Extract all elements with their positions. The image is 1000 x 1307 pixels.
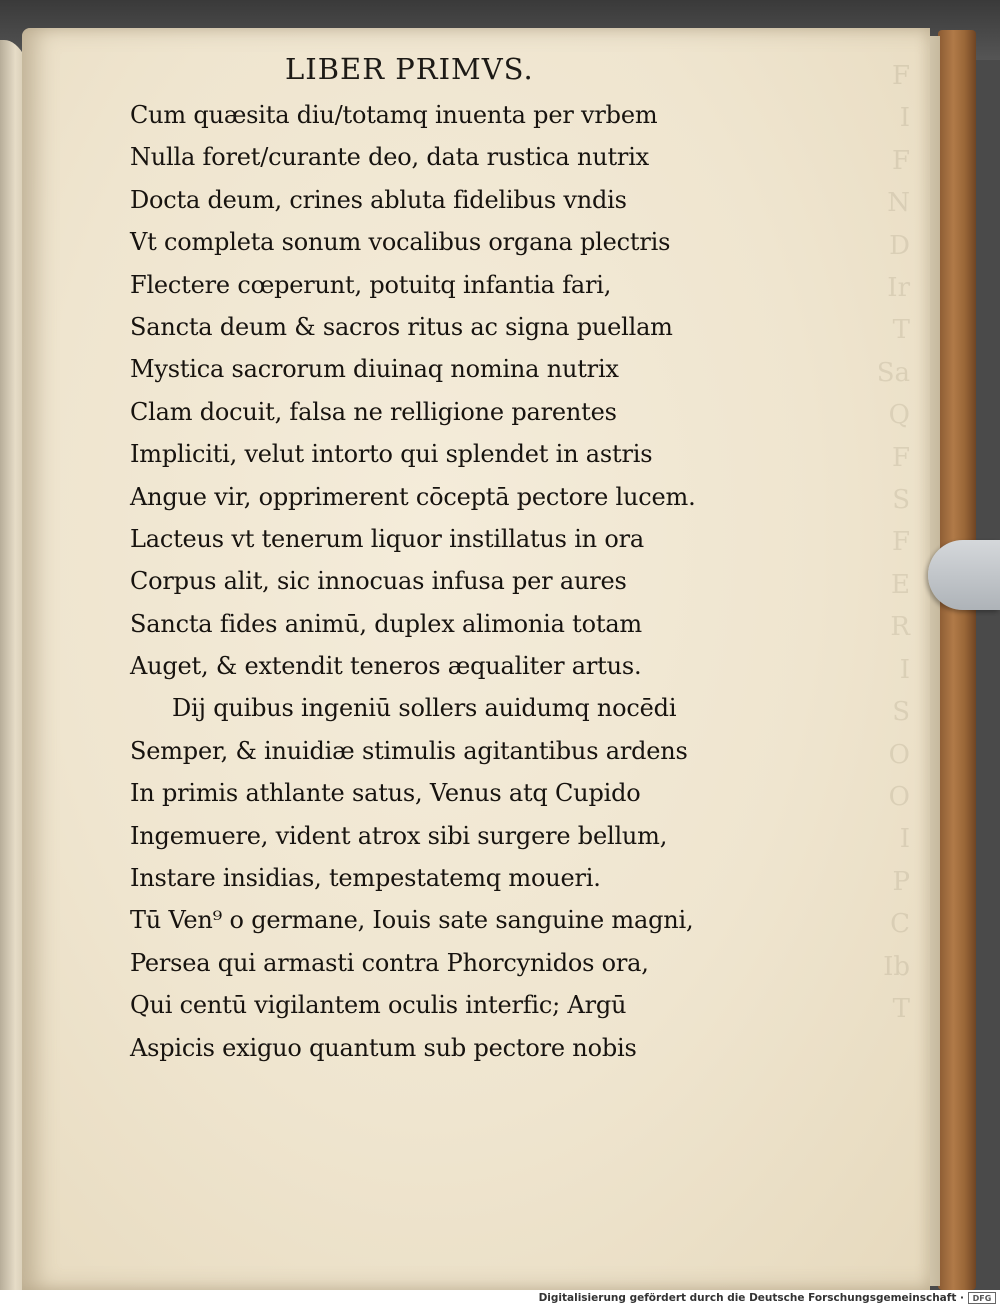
- verse-line: Nulla foret/curante deo, data rustica nutrix: [130, 143, 650, 172]
- verse-line-indented: Dij quibus ingeniū sollers auidumq nocēdi: [172, 694, 677, 723]
- verse-line: Corpus alit, sic innocuas infusa per aures: [130, 567, 627, 596]
- verse-line: Flectere cœperunt, potuitq infantia fari,: [130, 270, 612, 299]
- verse-line: Instare insidias, tempestatemq moueri.: [130, 864, 601, 893]
- verse-line: Lacteus vt tenerum liquor instillatus in ora: [130, 524, 644, 553]
- verse-line: Sancta deum & sacros ritus ac signa puellam: [130, 312, 673, 341]
- verse-block: [130, 94, 696, 1069]
- verse-line: Auget, & extendit teneros æqualiter artus.: [130, 652, 642, 681]
- funding-credit: Digitalisierung gefördert durch die Deutsche Forschungsgemeinschaft ·: [538, 1292, 964, 1304]
- verse-line: Angue vir, opprimerent cōceptā pectore lucem.: [130, 482, 696, 511]
- verse-line: Sancta fides animū, duplex alimonia totam: [130, 609, 642, 638]
- verse-line: Qui centū vigilantem oculis interfic; Argū: [130, 991, 627, 1020]
- dfg-logo: DFG: [968, 1292, 996, 1304]
- verse-line: Docta deum, crines abluta fidelibus vndis: [130, 185, 627, 214]
- verse-line: Ingemuere, vident atrox sibi surgere bellum,: [130, 821, 668, 850]
- book-cover-edge: [938, 30, 976, 1290]
- verse-line: Cum quæsita diu/totamq inuenta per vrbem: [130, 101, 658, 129]
- verse-line: Tū Ven⁹ o germane, Iouis sate sanguine magni,: [130, 906, 694, 935]
- verse-line: Impliciti, velut intorto qui splendet in astris: [130, 440, 653, 469]
- digitization-footer: [0, 1290, 1000, 1307]
- verse-line: Aspicis exiguo quantum sub pectore nobis: [130, 1033, 637, 1062]
- verse-line: Mystica sacrorum diuinaq nomina nutrix: [130, 355, 619, 384]
- verse-line: Vt completa sonum vocalibus organa plectris: [130, 228, 671, 257]
- verse-line: In primis athlante satus, Venus atq Cupido: [130, 779, 641, 808]
- running-header: LIBER PRIMVS.: [285, 52, 534, 86]
- verse-line: Persea qui armasti contra Phorcynidos ora,: [130, 948, 649, 977]
- page-clip: [928, 540, 1000, 610]
- verse-line: Clam docuit, falsa ne relligione parentes: [130, 397, 617, 426]
- verse-line: Semper, & inuidiæ stimulis agitantibus ardens: [130, 736, 688, 765]
